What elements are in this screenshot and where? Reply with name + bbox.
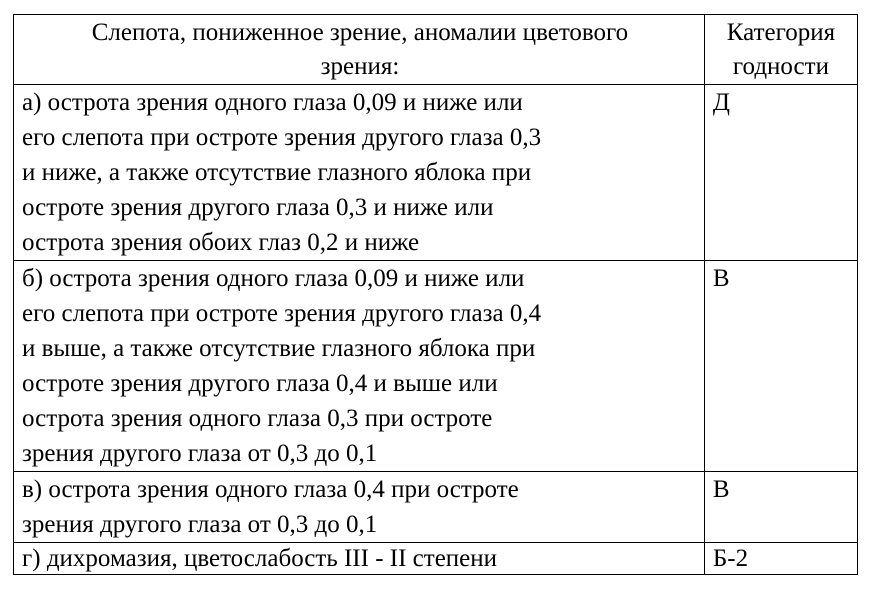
category-cell (704, 261, 857, 472)
header-condition-label: Слепота, пониженное зрение, аномалии цветового зрения: (91, 19, 629, 80)
condition-cell (14, 472, 705, 543)
category-value: Д (712, 89, 730, 116)
condition-text: а) острота зрения одного глаза 0,09 и ниже или его слепота при остроте зрения другого глаза 0,3 и ниже, а также отсутствие глазного яблока при остроте зрения другого глаза 0,3 и ниже или острота зрения обоих глаз 0,2 и ниже (22, 89, 542, 256)
table-row (14, 261, 858, 472)
condition-text: в) острота зрения одного глаза 0,4 при остроте зрения другого глаза от 0,3 до 0,1 (22, 476, 519, 538)
table-row (14, 543, 858, 575)
header-category-label: Категория годности (726, 19, 836, 80)
condition-cell (14, 543, 705, 575)
category-value: В (712, 476, 730, 503)
category-cell (704, 472, 857, 543)
category-value: В (712, 265, 730, 292)
fitness-category-table (13, 14, 858, 575)
condition-cell (14, 261, 705, 472)
header-category-cell (704, 15, 857, 85)
condition-text: г) дихромазия, цветослабость III - II степени (22, 545, 498, 572)
header-condition-cell (14, 15, 705, 85)
table-header-row (14, 15, 858, 85)
category-value: Б-2 (712, 545, 749, 572)
category-cell (704, 85, 857, 261)
table-row (14, 85, 858, 261)
category-cell (704, 543, 857, 575)
condition-text: б) острота зрения одного глаза 0,09 и ниже или его слепота при остроте зрения другого глаза 0,4 и выше, а также отсутствие глазного яблока при остроте зрения другого глаза 0,4 и выше или острота зрения одного глаза 0,3 при остроте зрения другого глаза от 0,3 до 0,1 (22, 265, 542, 467)
table-row (14, 472, 858, 543)
condition-cell (14, 85, 705, 261)
